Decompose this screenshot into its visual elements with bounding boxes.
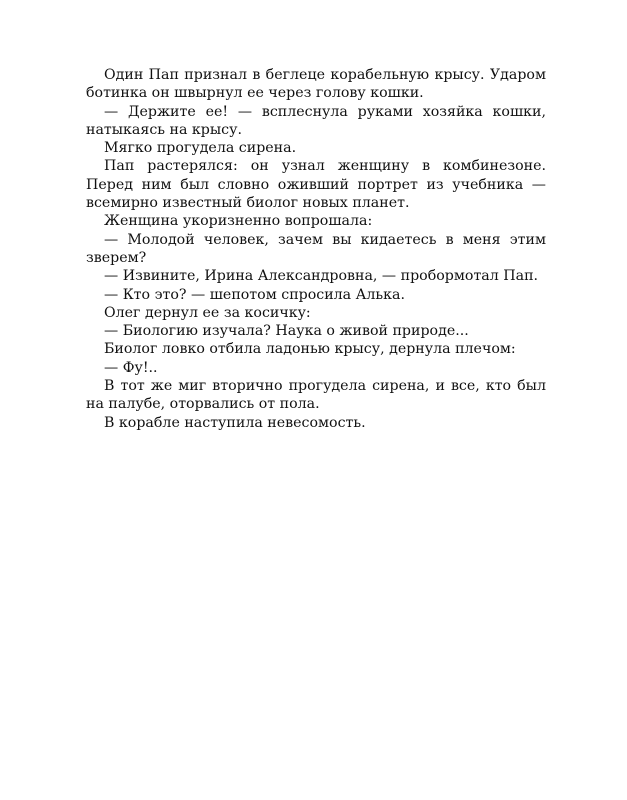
- book-page-text: [86, 66, 546, 432]
- paragraph-4: Пап растерялся: он узнал женщину в комбинезоне. Перед ним был словно оживший портрет из учебника — всемирно известный биолог новых планет.: [86, 158, 546, 212]
- paragraph-12: — Фу!..: [104, 359, 158, 376]
- paragraph-3: Мягко прогудела сирена.: [104, 140, 297, 157]
- paragraph-9: Олег дернул ее за косичку:: [104, 304, 311, 321]
- paragraph-8: — Кто это? — шепотом спросила Алька.: [104, 286, 405, 303]
- paragraph-10: — Биологию изучала? Наука о живой природе...: [104, 323, 469, 340]
- paragraph-2: — Держите ее! — всплеснула руками хозяйка кошки, натыкаясь на крысу.: [86, 103, 546, 138]
- paragraph-1: Один Пап признал в беглеце корабельную крысу. Ударом ботинка он швырнул ее через голову кошки.: [86, 67, 546, 102]
- paragraph-13: В тот же миг вторично прогудела сирена, и все, кто был на палубе, оторвались от пола.: [86, 378, 546, 413]
- paragraph-11: Биолог ловко отбила ладонью крысу, дернула плечом:: [104, 341, 516, 358]
- paragraph-6: — Молодой человек, зачем вы кидаетесь в меня этим зверем?: [86, 231, 546, 266]
- paragraph-7: — Извините, Ирина Александровна, — пробормотал Пап.: [104, 268, 539, 285]
- paragraph-14: В корабле наступила невесомость.: [104, 414, 366, 431]
- paragraph-5: Женщина укоризненно вопрошала:: [104, 213, 373, 230]
